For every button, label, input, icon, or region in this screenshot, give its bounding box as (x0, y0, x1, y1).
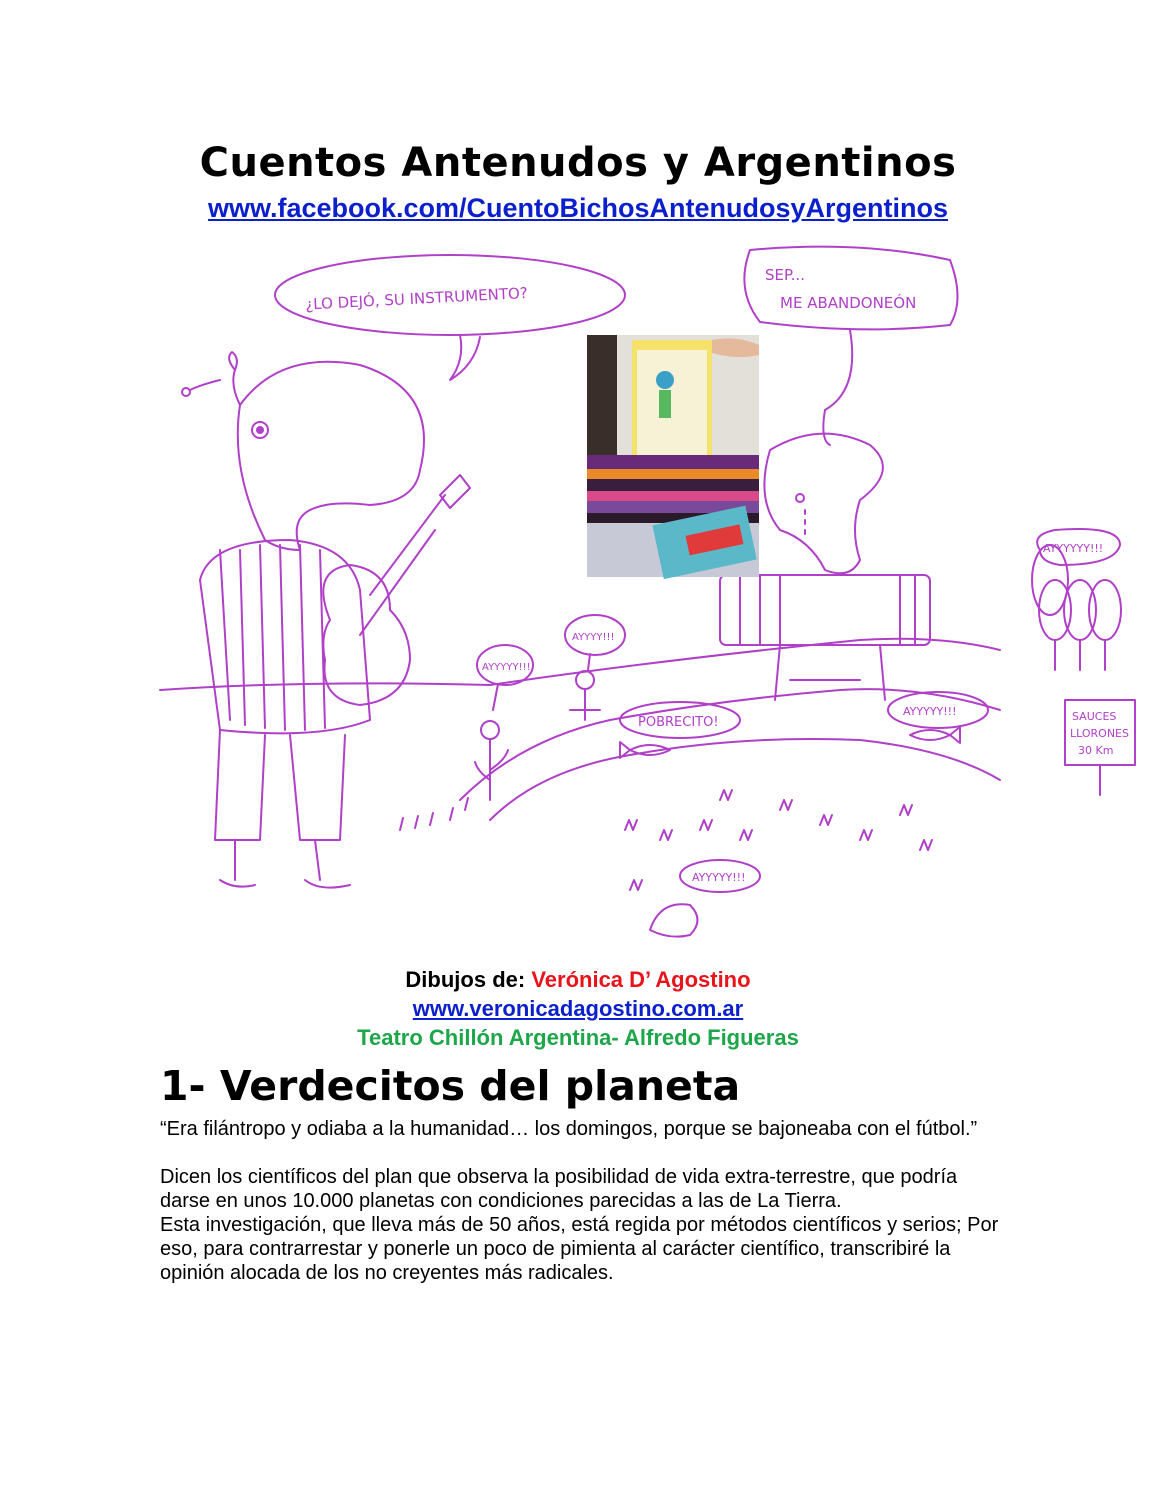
creature-2 (764, 434, 882, 574)
bubble-text-flower-2: AYYYY!!! (572, 632, 615, 643)
paragraph-3: Esta investigación, que lleva más de 50 años, está regida por métodos científicos y serios; Por eso, para contrarrestar y ponerle un poco de pimienta al carácter científico, transcribiré la opinión alocada de los no creyentes más radicales. (160, 1214, 999, 1284)
section-heading: 1- Verdecitos del planeta (160, 1062, 741, 1110)
facebook-link[interactable]: www.facebook.com/CuentoBichosAntenudosyArgentinos (207, 193, 949, 223)
flower-2 (576, 671, 594, 689)
river-bank-2 (490, 739, 1000, 820)
sign-text-3: 30 Km (1078, 744, 1114, 757)
sign-text-2: LLORONES (1070, 727, 1129, 740)
fish-2 (910, 727, 960, 743)
bubble-text-fish-2: AYYYYY!!! (903, 705, 957, 718)
artist-name: Verónica D’ Agostino (531, 967, 751, 992)
tree-2 (1064, 580, 1096, 640)
tree-1 (1039, 580, 1071, 640)
photo-inset (587, 335, 759, 577)
grass (625, 790, 932, 890)
theatre-credit: Teatro Chillón Argentina- Alfredo Figueras (357, 1025, 799, 1050)
accordion (720, 575, 930, 645)
tree-3 (1089, 580, 1121, 640)
sign-text-1: SAUCES (1072, 710, 1117, 723)
flower-1 (481, 721, 499, 739)
credits (0, 965, 1156, 1052)
document-title: Cuentos Antenudos y Argentinos (199, 140, 957, 186)
creature-1 (238, 362, 424, 550)
trees (1032, 545, 1068, 615)
bubble-text-2a: SEP... (765, 266, 806, 284)
speech-bubble-2 (744, 247, 957, 330)
artist-website-link[interactable]: www.veronicadagostino.com.ar (412, 996, 744, 1021)
bubble-text-2b: ME ABANDONEÓN (780, 294, 917, 312)
bubble-text-1: ¿LO DEJÓ, SU INSTRUMENTO? (304, 283, 529, 314)
bubble-text-trees: AYYYYYY!!! (1043, 542, 1104, 555)
bubble-text-frog: AYYYYY!!! (692, 871, 746, 884)
ground-line (160, 639, 1000, 690)
bubble-text-flower-1: AYYYYY!!! (482, 662, 531, 673)
paragraph-quote: “Era filántropo y odiaba a la humanidad… los domingos, porque se bajoneaba con el fútbol.” (160, 1118, 978, 1140)
frog (650, 904, 698, 936)
body-text (160, 1117, 1010, 1285)
paragraph-2: Dicen los científicos del plan que observa la posibilidad de vida extra-terrestre, que podría darse en unos 10.000 planetas con condiciones parecidas a las de La Tierra. (160, 1166, 958, 1212)
bubble-text-fish-1: POBRECITO! (638, 715, 719, 730)
credits-label: Dibujos de: (405, 967, 526, 992)
illustration (160, 240, 1129, 940)
